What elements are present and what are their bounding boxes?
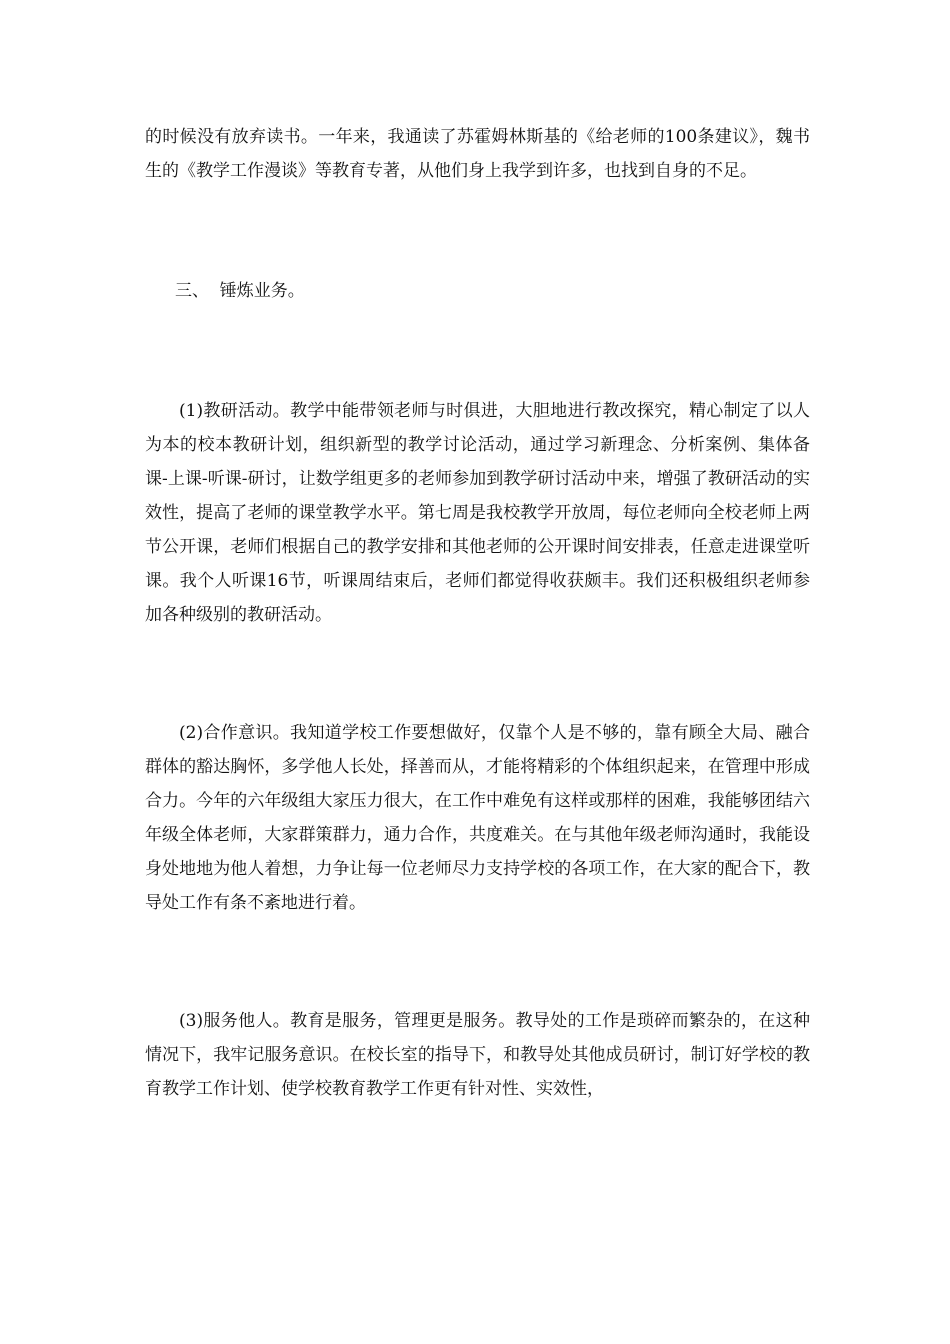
paragraph-cooperation: (2)合作意识。我知道学校工作要想做好，仅靠个人是不够的，靠有顾全大局、融合群体的豁达胸怀，多学他人长处，择善而从，才能将精彩的个体组织起来，在管理中形成合力。今年的六年级组大家压力很大，在工作中难免有这样或那样的困难，我能够团结六年级全体老师，大家群策群力，通力合作，共度难关。在与其他年级老师沟通时，我能设身处地地为他人着想，力争让每一位老师尽力支持学校的各项工作，在大家的配合下，教导处工作有条不紊地进行着。 (145, 723, 810, 913)
document-body (145, 120, 810, 1106)
paragraph-service: (3)服务他人。教育是服务，管理更是服务。教导处的工作是琐碎而繁杂的，在这种情况下，我牢记服务意识。在校长室的指导下，和教导处其他成员研讨，制订好学校的教育教学工作计划、使学校教育教学工作更有针对性、实效性， (145, 1011, 810, 1099)
paragraph-teaching-research: (1)教研活动。教学中能带领老师与时俱进，大胆地进行教改探究，精心制定了以人为本的校本教研计划，组织新型的教学讨论活动，通过学习新理念、分析案例、集体备课-上课-听课-研讨，让数学组更多的老师参加到教学研讨活动中来，增强了教研活动的实效性，提高了老师的课堂教学水平。第七周是我校教学开放周，每位老师向全校老师上两节公开课，老师们根据自己的教学安排和其他老师的公开课时间安排表，任意走进课堂听课。我个人听课16节，听课周结束后，老师们都觉得收获颇丰。我们还积极组织老师参加各种级别的教研活动。 (145, 401, 810, 625)
paragraph-continuation: 的时候没有放弃读书。一年来，我通读了苏霍姆林斯基的《给老师的100条建议》，魏书生的《教学工作漫谈》等教育专著，从他们身上我学到许多，也找到自身的不足。 (145, 127, 810, 181)
section-heading: 三、 锤炼业务。 (175, 281, 305, 301)
